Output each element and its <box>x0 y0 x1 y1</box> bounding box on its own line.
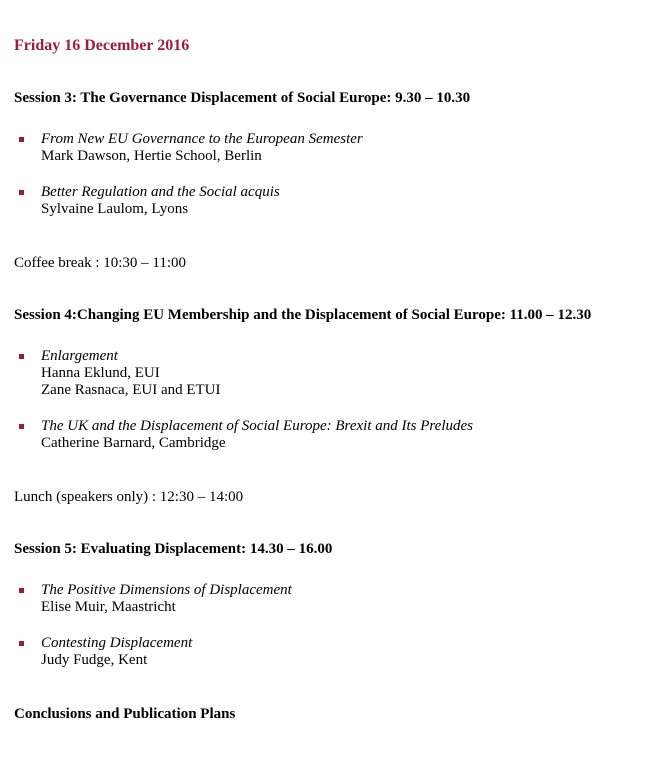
talk-title: The UK and the Displacement of Social Europe: Brexit and Its Preludes <box>41 418 474 434</box>
speaker-line: Hanna Eklund, EUI <box>41 365 160 381</box>
speaker-line: Mark Dawson, Hertie School, Berlin <box>41 148 262 164</box>
speaker-line: Sylvaine Laulom, Lyons <box>41 201 189 217</box>
talk-body <box>41 635 192 669</box>
talk-body <box>41 131 363 165</box>
session-4-talk-list <box>14 324 643 452</box>
session-3-heading: Session 3: The Governance Displacement of Social Europe: 9.30 – 10.30 <box>14 90 471 106</box>
square-bullet-icon <box>19 190 24 195</box>
talk-title: Better Regulation and the Social acquis <box>41 184 280 200</box>
speaker-line: Elise Muir, Maastricht <box>41 599 176 615</box>
talk-item <box>14 635 643 669</box>
talk-item <box>14 184 643 218</box>
talk-item <box>14 418 643 452</box>
square-bullet-icon <box>19 424 24 429</box>
speaker-line: Zane Rasnaca, EUI and ETUI <box>41 382 221 398</box>
talk-title: The Positive Dimensions of Displacement <box>41 582 292 598</box>
speaker-line: Catherine Barnard, Cambridge <box>41 435 226 451</box>
talk-title: Enlargement <box>41 348 118 364</box>
square-bullet-icon <box>19 641 24 646</box>
lunch-break-label: Lunch (speakers only) : 12:30 – 14:00 <box>14 489 244 505</box>
talk-title: Contesting Displacement <box>41 635 193 651</box>
speaker-line: Judy Fudge, Kent <box>41 652 148 668</box>
talk-body <box>41 582 292 616</box>
talk-title: From New EU Governance to the European Semester <box>41 131 363 147</box>
talk-body <box>41 348 221 399</box>
talk-item <box>14 582 643 616</box>
conclusions-heading: Conclusions and Publication Plans <box>14 706 236 722</box>
coffee-break-label: Coffee break : 10:30 – 11:00 <box>14 255 187 271</box>
session-3-talk-list <box>14 107 643 218</box>
date-heading: Friday 16 December 2016 <box>14 37 190 54</box>
session-5-heading: Session 5: Evaluating Displacement: 14.30 – 16.00 <box>14 541 333 557</box>
square-bullet-icon <box>19 137 24 142</box>
talk-item <box>14 131 643 165</box>
talk-item <box>14 348 643 399</box>
square-bullet-icon <box>19 354 24 359</box>
talk-body <box>41 418 473 452</box>
session-5-talk-list <box>14 558 643 669</box>
session-4-heading: Session 4:Changing EU Membership and the Displacement of Social Europe: 11.00 – 12.30 <box>14 307 592 323</box>
talk-body <box>41 184 280 218</box>
square-bullet-icon <box>19 588 24 593</box>
